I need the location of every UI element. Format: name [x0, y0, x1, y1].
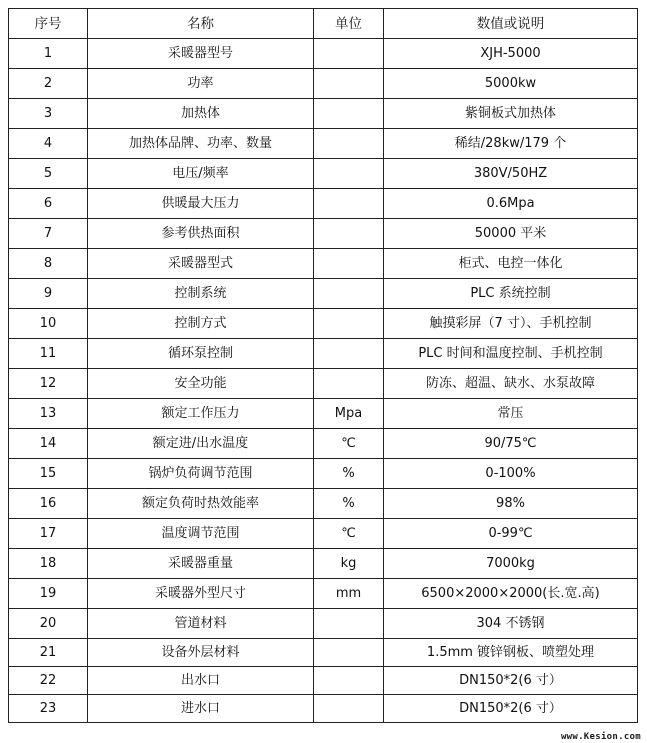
cell-value: 90/75℃ [384, 429, 638, 459]
cell-name: 锅炉负荷调节范围 [88, 459, 314, 489]
table-row [9, 399, 638, 429]
cell-name: 管道材料 [88, 609, 314, 639]
cell-name: 额定进/出水温度 [88, 429, 314, 459]
table-row [9, 579, 638, 609]
cell-name: 加热体 [88, 99, 314, 129]
table-row [9, 695, 638, 723]
cell-unit: % [314, 489, 384, 519]
cell-name: 循环泵控制 [88, 339, 314, 369]
cell-unit [314, 639, 384, 667]
cell-name: 出水口 [88, 667, 314, 695]
cell-value: 50000 平米 [384, 219, 638, 249]
table-row [9, 219, 638, 249]
table-row [9, 459, 638, 489]
cell-no: 4 [9, 129, 88, 159]
cell-unit [314, 69, 384, 99]
cell-no: 10 [9, 309, 88, 339]
table-row [9, 639, 638, 667]
table-row [9, 667, 638, 695]
cell-no: 19 [9, 579, 88, 609]
cell-value: 7000kg [384, 549, 638, 579]
cell-name: 参考供热面积 [88, 219, 314, 249]
cell-unit: ℃ [314, 519, 384, 549]
cell-no: 7 [9, 219, 88, 249]
cell-value: 380V/50HZ [384, 159, 638, 189]
cell-name: 采暖器重量 [88, 549, 314, 579]
cell-value: PLC 时间和温度控制、手机控制 [384, 339, 638, 369]
cell-name: 采暖器型号 [88, 39, 314, 69]
cell-name: 安全功能 [88, 369, 314, 399]
cell-no: 15 [9, 459, 88, 489]
cell-unit: Mpa [314, 399, 384, 429]
table-row [9, 69, 638, 99]
cell-no: 22 [9, 667, 88, 695]
cell-unit [314, 339, 384, 369]
cell-no: 3 [9, 99, 88, 129]
header-unit: 单位 [314, 9, 384, 39]
cell-value: 0-99℃ [384, 519, 638, 549]
cell-no: 2 [9, 69, 88, 99]
table-row [9, 189, 638, 219]
table-body [9, 39, 638, 723]
cell-name: 采暖器型式 [88, 249, 314, 279]
cell-value: 5000kw [384, 69, 638, 99]
cell-no: 16 [9, 489, 88, 519]
cell-no: 17 [9, 519, 88, 549]
spec-table-container [8, 8, 637, 723]
table-row [9, 549, 638, 579]
cell-unit: kg [314, 549, 384, 579]
cell-name: 电压/频率 [88, 159, 314, 189]
cell-name: 设备外层材料 [88, 639, 314, 667]
cell-name: 额定负荷时热效能率 [88, 489, 314, 519]
cell-no: 11 [9, 339, 88, 369]
cell-name: 采暖器外型尺寸 [88, 579, 314, 609]
table-row [9, 369, 638, 399]
cell-no: 1 [9, 39, 88, 69]
cell-value: 稀结/28kw/179 个 [384, 129, 638, 159]
cell-no: 5 [9, 159, 88, 189]
cell-no: 18 [9, 549, 88, 579]
cell-no: 14 [9, 429, 88, 459]
cell-value: 柜式、电控一体化 [384, 249, 638, 279]
cell-value: DN150*2(6 寸） [384, 695, 638, 723]
cell-unit [314, 99, 384, 129]
cell-unit [314, 695, 384, 723]
table-row [9, 429, 638, 459]
cell-value: 紫铜板式加热体 [384, 99, 638, 129]
cell-unit [314, 219, 384, 249]
cell-no: 23 [9, 695, 88, 723]
cell-unit [314, 159, 384, 189]
cell-unit [314, 279, 384, 309]
cell-unit [314, 609, 384, 639]
cell-no: 21 [9, 639, 88, 667]
header-name: 名称 [88, 9, 314, 39]
cell-unit [314, 39, 384, 69]
cell-no: 9 [9, 279, 88, 309]
cell-no: 6 [9, 189, 88, 219]
cell-name: 控制方式 [88, 309, 314, 339]
cell-value: 0.6Mpa [384, 189, 638, 219]
cell-value: 触摸彩屏（7 寸）、手机控制 [384, 309, 638, 339]
cell-unit: mm [314, 579, 384, 609]
cell-name: 供暖最大压力 [88, 189, 314, 219]
table-row [9, 159, 638, 189]
cell-value: XJH-5000 [384, 39, 638, 69]
cell-unit [314, 309, 384, 339]
table-row [9, 609, 638, 639]
cell-unit: ℃ [314, 429, 384, 459]
cell-value: DN150*2(6 寸） [384, 667, 638, 695]
table-row [9, 489, 638, 519]
cell-value: 304 不锈钢 [384, 609, 638, 639]
cell-value: 防冻、超温、缺水、水泵故障 [384, 369, 638, 399]
table-row [9, 279, 638, 309]
cell-name: 功率 [88, 69, 314, 99]
table-row [9, 339, 638, 369]
cell-name: 加热体品牌、功率、数量 [88, 129, 314, 159]
cell-unit [314, 249, 384, 279]
table-row [9, 99, 638, 129]
cell-value: 常压 [384, 399, 638, 429]
header-no: 序号 [9, 9, 88, 39]
spec-table [8, 8, 638, 723]
table-header-row [9, 9, 638, 39]
table-row [9, 519, 638, 549]
cell-no: 13 [9, 399, 88, 429]
cell-no: 8 [9, 249, 88, 279]
cell-unit: % [314, 459, 384, 489]
cell-value: 98% [384, 489, 638, 519]
table-row [9, 39, 638, 69]
table-row [9, 249, 638, 279]
cell-unit [314, 667, 384, 695]
cell-unit [314, 369, 384, 399]
table-row [9, 129, 638, 159]
cell-no: 12 [9, 369, 88, 399]
cell-value: PLC 系统控制 [384, 279, 638, 309]
cell-value: 0-100% [384, 459, 638, 489]
cell-name: 温度调节范围 [88, 519, 314, 549]
cell-name: 进水口 [88, 695, 314, 723]
table-row [9, 309, 638, 339]
cell-name: 控制系统 [88, 279, 314, 309]
cell-name: 额定工作压力 [88, 399, 314, 429]
cell-no: 20 [9, 609, 88, 639]
cell-value: 1.5mm 镀锌钢板、喷塑处理 [384, 639, 638, 667]
cell-unit [314, 189, 384, 219]
cell-unit [314, 129, 384, 159]
watermark: www.Kesion.com [560, 732, 641, 742]
cell-value: 6500×2000×2000(长.宽.高) [384, 579, 638, 609]
header-value: 数值或说明 [384, 9, 638, 39]
